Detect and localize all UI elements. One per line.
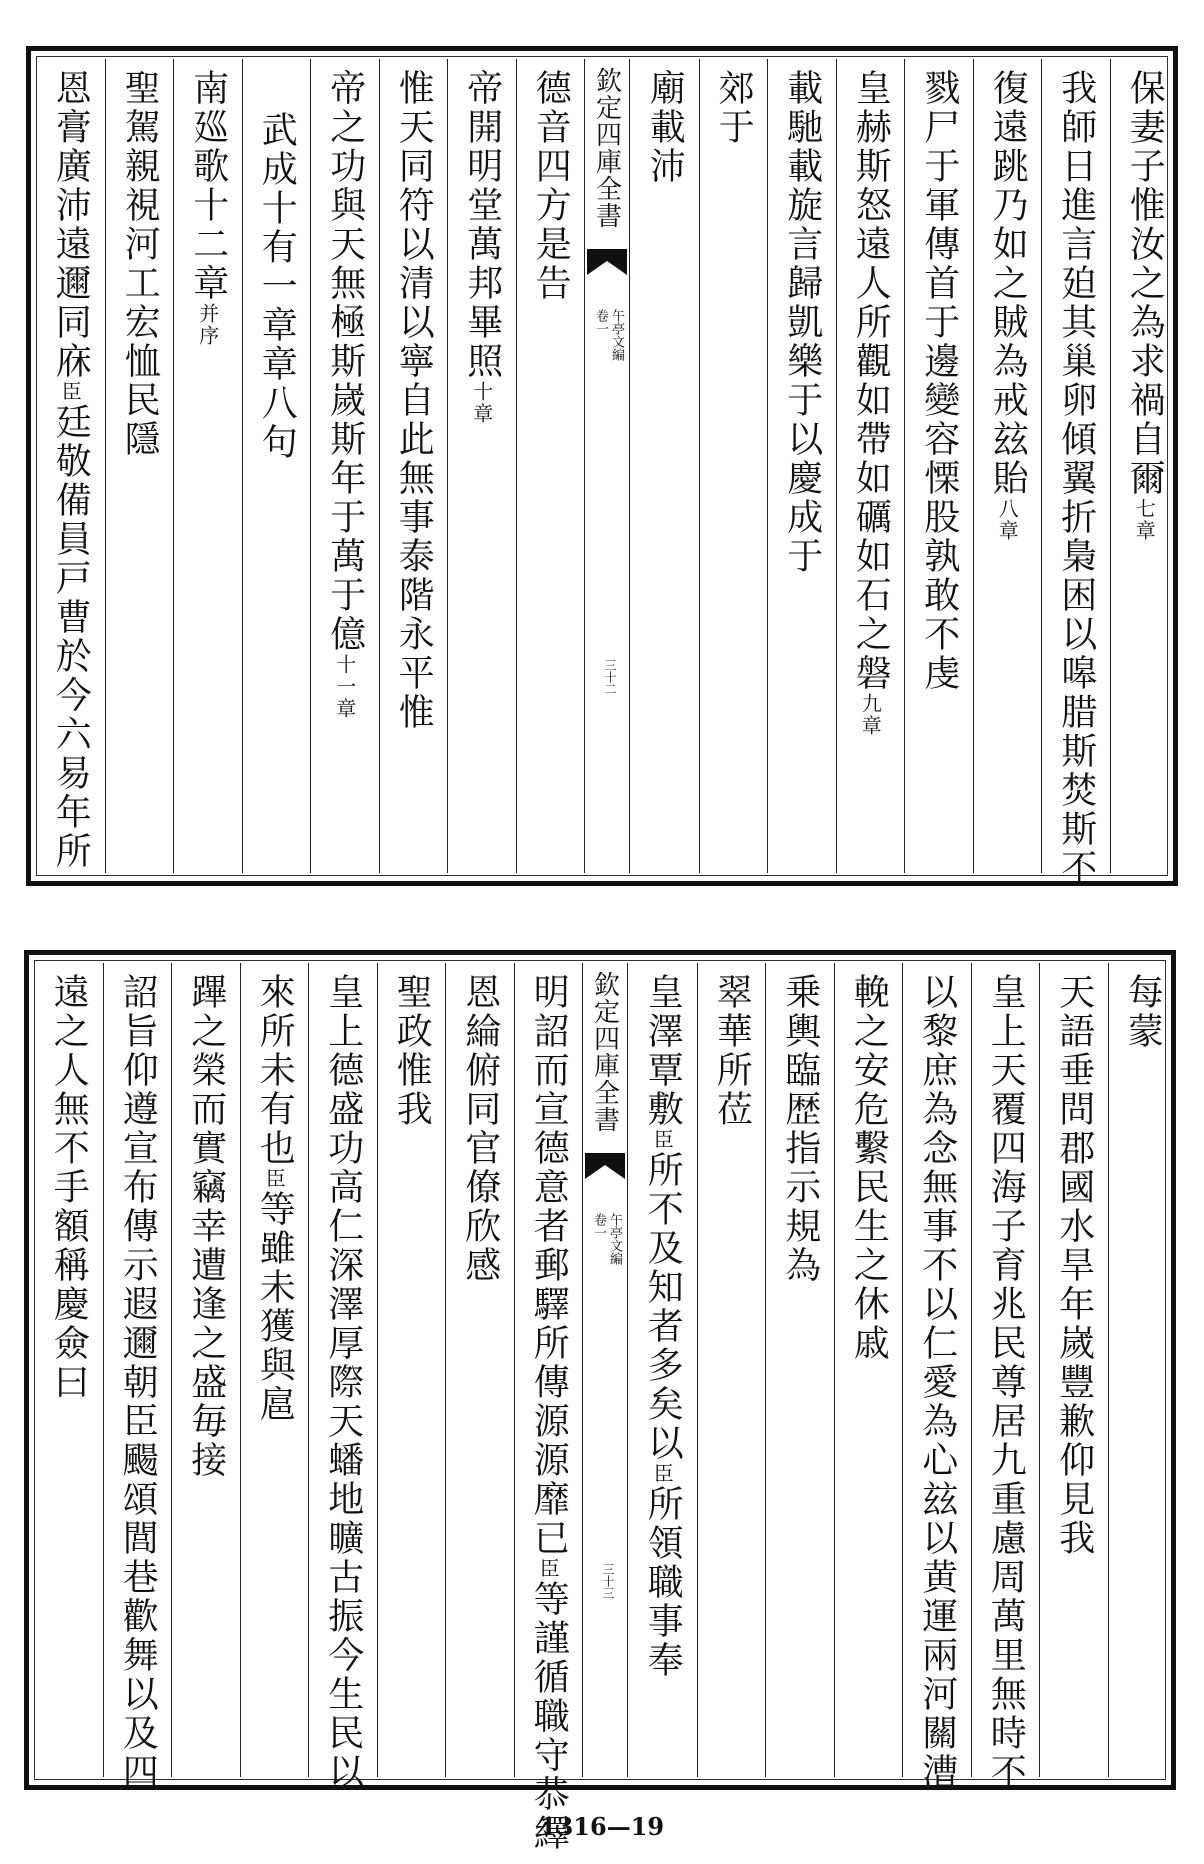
interlinear-note: 十一章 <box>332 654 357 720</box>
column-text <box>528 973 568 1853</box>
column-text <box>780 973 820 1285</box>
column-text <box>713 69 753 147</box>
text-column <box>1108 963 1177 1777</box>
text-column <box>1039 963 1108 1777</box>
spine-title: 欽定四庫全書 <box>591 67 622 229</box>
column-text <box>642 973 682 1680</box>
column-main-text: 皇上天覆四海子育兆民尊居九重慮周萬里無時不 <box>985 973 1027 1792</box>
text-column <box>697 963 766 1777</box>
text-column <box>514 963 583 1853</box>
text-column <box>767 59 836 873</box>
spine-page-number: 三十三 <box>601 1563 615 1599</box>
interlinear-note: 臣 <box>58 381 83 403</box>
interlinear-note: 十章 <box>469 381 494 425</box>
column-main-text: 我師日進言廹其巢卵傾翼折梟困以嗥腊斯焚斯不 <box>1055 69 1097 888</box>
text-column <box>171 963 240 1777</box>
column-main-text: 遠之人無不手額稱慶僉曰 <box>48 973 90 1402</box>
column-text <box>1054 973 1094 1558</box>
interlinear-note: 七章 <box>1132 498 1157 542</box>
column-main-text: 皇澤覃敷 <box>642 973 684 1129</box>
column-main-text: 武成十有一章章八句 <box>256 111 298 462</box>
interlinear-note: 九章 <box>858 693 883 737</box>
page-number: 1316—19 <box>539 1812 665 1841</box>
spine-volume: 卷一 <box>593 309 608 335</box>
column-main-text: 載馳載旋言歸凱樂于以慶成于 <box>781 69 823 576</box>
center-spine <box>582 963 628 1777</box>
text-column <box>377 963 446 1777</box>
fishtail-mark-icon <box>585 1153 625 1179</box>
column-main-text: 恩綸俯同官僚欣感 <box>459 973 501 1285</box>
spine-book-title: 午亭文編 <box>607 1213 622 1265</box>
text-column <box>34 963 103 1777</box>
text-column <box>904 59 973 873</box>
column-text <box>1122 973 1162 1051</box>
column-text <box>393 69 433 732</box>
column-text <box>644 69 684 186</box>
column-continuation-text: 等謹循職守恭繹 <box>528 1580 570 1853</box>
column-text <box>391 973 431 1129</box>
column-main-text: 輓之安危繫民生之休戚 <box>848 973 890 1363</box>
fishtail-mark-icon <box>587 249 627 275</box>
column-text <box>850 69 890 737</box>
column-main-text: 每蒙 <box>1122 973 1164 1051</box>
text-column <box>1110 59 1179 873</box>
text-column <box>173 59 242 873</box>
column-main-text: 蹕之榮而實竊幸遭逢之盛毎接 <box>185 973 227 1480</box>
column-main-text: 明詔而宣德意者郵驛所傳源源靡已 <box>528 973 570 1558</box>
column-main-text: 皇赫斯怒遠人所觀如帶如礪如石之磐 <box>850 69 892 693</box>
column-text <box>1056 69 1096 888</box>
column-main-text: 帝之功與天無極斯嵗斯年于萬于億 <box>324 69 366 654</box>
text-column <box>103 963 172 1792</box>
text-column <box>902 963 971 1792</box>
spine-book-title: 午亭文編 <box>609 309 624 361</box>
text-column <box>516 59 585 873</box>
column-text <box>325 69 365 720</box>
text-column <box>834 963 903 1777</box>
spine-page-number: 三十二 <box>603 659 617 695</box>
column-text <box>323 973 363 1792</box>
text-column <box>628 963 697 1777</box>
column-text <box>848 973 888 1363</box>
text-column <box>447 59 516 873</box>
column-text <box>188 69 228 347</box>
text-column <box>973 59 1042 873</box>
column-text <box>186 973 226 1480</box>
interlinear-note: 并序 <box>195 303 220 347</box>
interlinear-note: 八章 <box>995 498 1020 542</box>
center-spine <box>584 59 630 873</box>
column-continuation-text: 等雖未獲與扈 <box>254 1190 296 1424</box>
column-main-text: 惟天同符以清以寧自此無事泰階永平惟 <box>393 69 435 732</box>
text-column <box>36 59 105 873</box>
column-main-text: 皇上德盛功高仁深澤厚際天蟠地曠古振今生民以 <box>322 973 364 1792</box>
interlinear-note: 臣 <box>262 1168 287 1190</box>
column-text <box>48 973 88 1402</box>
text-column <box>379 59 448 873</box>
text-column <box>699 59 768 873</box>
column-text <box>117 973 157 1792</box>
column-text <box>711 973 751 1129</box>
column-main-text: 戮尸于軍傳首于邊變容慄股孰敢不虔 <box>918 69 960 693</box>
column-text <box>460 973 500 1285</box>
text-column <box>836 59 905 873</box>
text-column <box>105 59 174 873</box>
column-continuation-text: 所不及知者多矣以 <box>642 1151 684 1463</box>
column-main-text: 郊于 <box>713 69 755 147</box>
top-page-panel <box>26 46 1178 886</box>
column-main-text: 帝開明堂萬邦畢照 <box>461 69 503 381</box>
column-main-text: 以黎庶為念無事不以仁愛為心玆以黄運兩河關漕 <box>916 973 958 1792</box>
column-main-text: 德音四方是告 <box>530 69 572 303</box>
text-column <box>240 963 309 1777</box>
text-column <box>445 963 514 1777</box>
column-text <box>119 69 159 459</box>
spine-title: 欽定四庫全書 <box>589 971 620 1133</box>
column-text <box>919 69 959 693</box>
column-main-text: 聖政惟我 <box>391 973 433 1129</box>
column-main-text: 乗輿臨歴指示規為 <box>779 973 821 1285</box>
interlinear-note: 臣 <box>650 1463 675 1485</box>
column-text <box>256 69 296 462</box>
column-text <box>987 69 1027 542</box>
column-text <box>462 69 502 425</box>
text-column <box>310 59 379 873</box>
text-column <box>971 963 1040 1792</box>
column-main-text: 聖駕親視河工宏恤民隱 <box>119 69 161 459</box>
column-text <box>1124 69 1164 542</box>
column-main-text: 廟載沛 <box>644 69 686 186</box>
spine-volume: 卷一 <box>591 1213 606 1239</box>
column-main-text: 來所未有也 <box>254 973 296 1168</box>
column-continuation-text: 廷敬備員戸曹於今六易年所 <box>50 403 92 871</box>
column-text <box>985 973 1025 1792</box>
text-column <box>1041 59 1110 888</box>
column-text <box>782 69 822 576</box>
interlinear-note: 臣 <box>650 1129 675 1151</box>
column-main-text: 南廵歌十二章 <box>187 69 229 303</box>
column-text <box>530 69 570 303</box>
column-text <box>50 69 90 871</box>
column-main-text: 天語垂問郡國水旱年嵗豐歉仰見我 <box>1053 973 1095 1558</box>
column-text <box>917 973 957 1792</box>
column-main-text: 翠華所莅 <box>711 973 753 1129</box>
column-main-text: 復遠跳乃如之賊為戒玆貽 <box>987 69 1029 498</box>
text-column <box>765 963 834 1777</box>
column-continuation-text: 所領職事奉 <box>642 1485 684 1680</box>
column-main-text: 保妻子惟汝之為求禍自爾 <box>1124 69 1166 498</box>
interlinear-note: 臣 <box>536 1558 561 1580</box>
text-column <box>630 59 699 873</box>
column-main-text: 詔旨仰遵宣布傳示遐邇朝臣颺頌閭巷歡舞以及四 <box>117 973 159 1792</box>
column-main-text: 恩膏廣沛遠邇同庥 <box>50 69 92 381</box>
text-column <box>242 59 311 873</box>
text-column <box>308 963 377 1792</box>
column-text <box>254 973 294 1424</box>
